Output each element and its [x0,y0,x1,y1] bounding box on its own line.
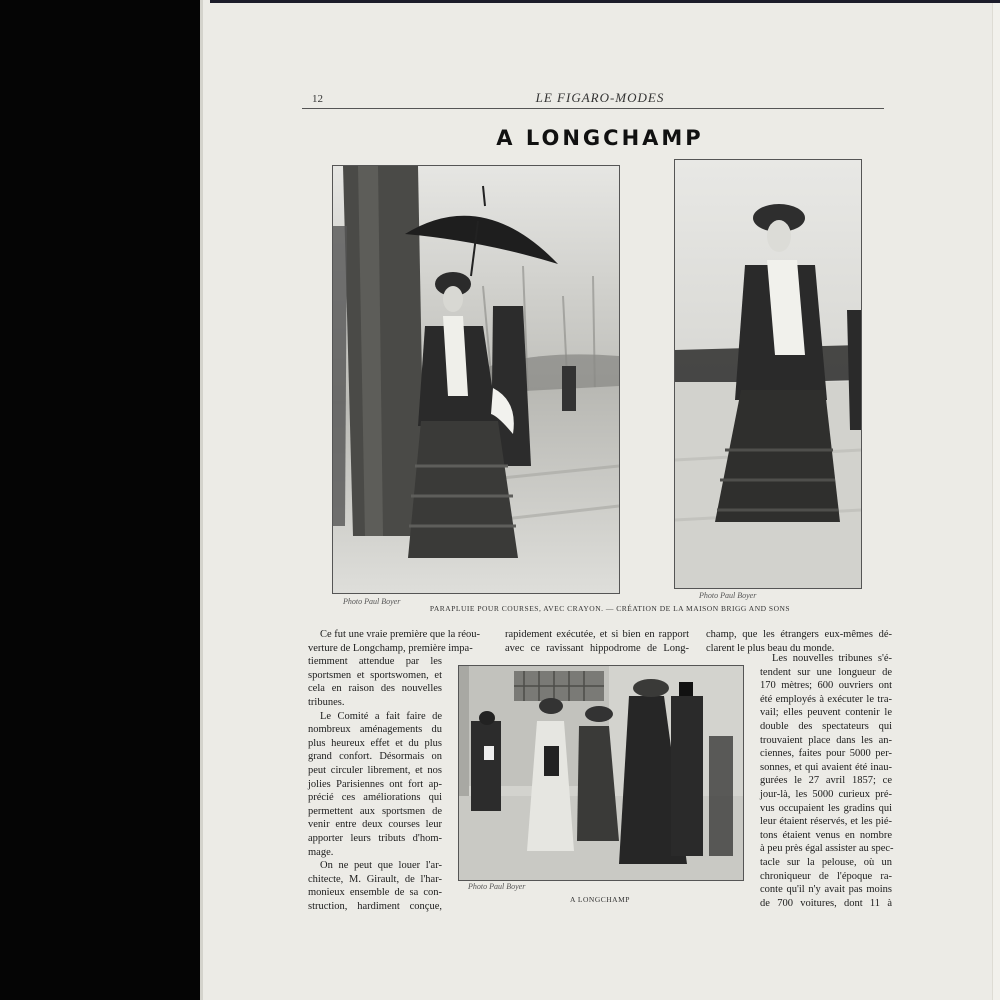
text-line: nombreux aménagements du [308,724,442,736]
scan-black-margin [0,0,200,1000]
text-line: mage. [308,846,334,858]
photo-credit: Photo Paul Boyer [468,882,526,891]
photo-credit: Photo Paul Boyer [343,597,401,606]
text-line: tons étaient venus en nombre [760,829,892,841]
text-line: été employés à exécuter le tra- [760,693,892,705]
photo-caption-top: PARAPLUIE POUR COURSES, AVEC CRAYON. — CRÉATION DE LA MAISON BRIGG AND SONS [429,604,791,613]
page-title: A LONGCHAMP [496,126,704,150]
text-line: trouvaient place dans les an- [760,734,892,746]
page-edge [200,0,203,1000]
text-line: tendent sur une longueur de [760,666,892,678]
text-line: chitecte, M. Girault, de l'har- [308,873,442,885]
text-line: struction, hardiment conçue, [308,900,442,912]
photo-credit: Photo Paul Boyer [699,591,757,600]
text-line: permettent aux sportsmen de [308,805,442,817]
article-column-2 [505,628,689,655]
text-line: rapidement exécutée, et si bien en rapport [505,629,689,640]
text-line: conte qu'il n'y avait pas moins [760,884,892,896]
photo-group-at-longchamp [458,665,744,881]
text-line: tiemment attendue par les [308,656,442,668]
text-line: verture de Longchamp, première impa- [308,642,473,654]
running-head: LE FIGARO-MODES [535,90,665,105]
page-right-edge [992,0,1000,1000]
text-line: de 700 voitures, dont 11 à [760,897,892,909]
text-line: venir entre deux courses leur [308,819,442,831]
photo-caption-bottom: A LONGCHAMP [570,895,630,904]
header-rule [302,108,884,109]
text-line: On ne peut que louer l'ar- [320,860,442,872]
text-line: 170 mètres; 600 ouvriers ont [760,680,892,692]
photo-woman-with-umbrella [332,165,620,594]
text-line: double des spectateurs qui [760,720,892,732]
text-line: Ce fut une vraie première que la réou- [320,629,481,640]
text-line: champ, que les étrangers eux-mêmes dé- [706,629,892,640]
text-line: ciennes, faites pour 5000 per- [760,748,892,760]
text-line: jolies Parisiennes ont fort ap- [308,778,442,790]
page-number: 12 [312,93,323,105]
text-line: Le Comité a fait faire de [320,710,442,722]
photo-woman-walking [674,159,862,589]
text-line: jour-là, les 5000 curieux pré- [760,788,892,800]
text-line: grand confort. Désormais on [308,751,442,763]
text-line: chroniqueur de l'époque ra- [760,870,892,882]
text-line: tribunes. [308,696,345,708]
article-column-1 [308,628,481,913]
text-line: avec ce ravissant hippodrome de Long- [505,642,689,654]
text-line: précié ces améliorations qui [308,792,442,804]
text-line: leur étaient réservés, et les pié- [760,816,892,828]
text-line: Les nouvelles tribunes s'é- [772,653,892,664]
text-line: monieux ensemble de sa con- [308,887,442,899]
text-line: gurées le 27 avril 1857; ce [760,775,892,787]
text-line: peut circuler librement, et nos [308,764,442,776]
text-line: clarent le plus beau du monde. [706,642,835,654]
text-line: cela en raison des nouvelles [308,683,442,695]
top-edge-line [210,0,1000,3]
text-line: plus heureux effet et du plus [308,737,442,749]
text-line: vus occupaient les gradins qui [760,802,892,814]
text-line: vail; elles peuvent contenir le [760,707,892,719]
text-line: tacle sur la pelouse, où un [760,856,892,868]
text-line: à peu près égal assister au spec- [760,843,894,855]
article-column-3-continued [760,652,892,910]
text-line: sonnes, et qui avaient été inau- [760,761,892,773]
text-line: apporter leurs tributs d'hom- [308,832,442,844]
text-line: sportsmen et sportswomen, et [308,669,442,681]
